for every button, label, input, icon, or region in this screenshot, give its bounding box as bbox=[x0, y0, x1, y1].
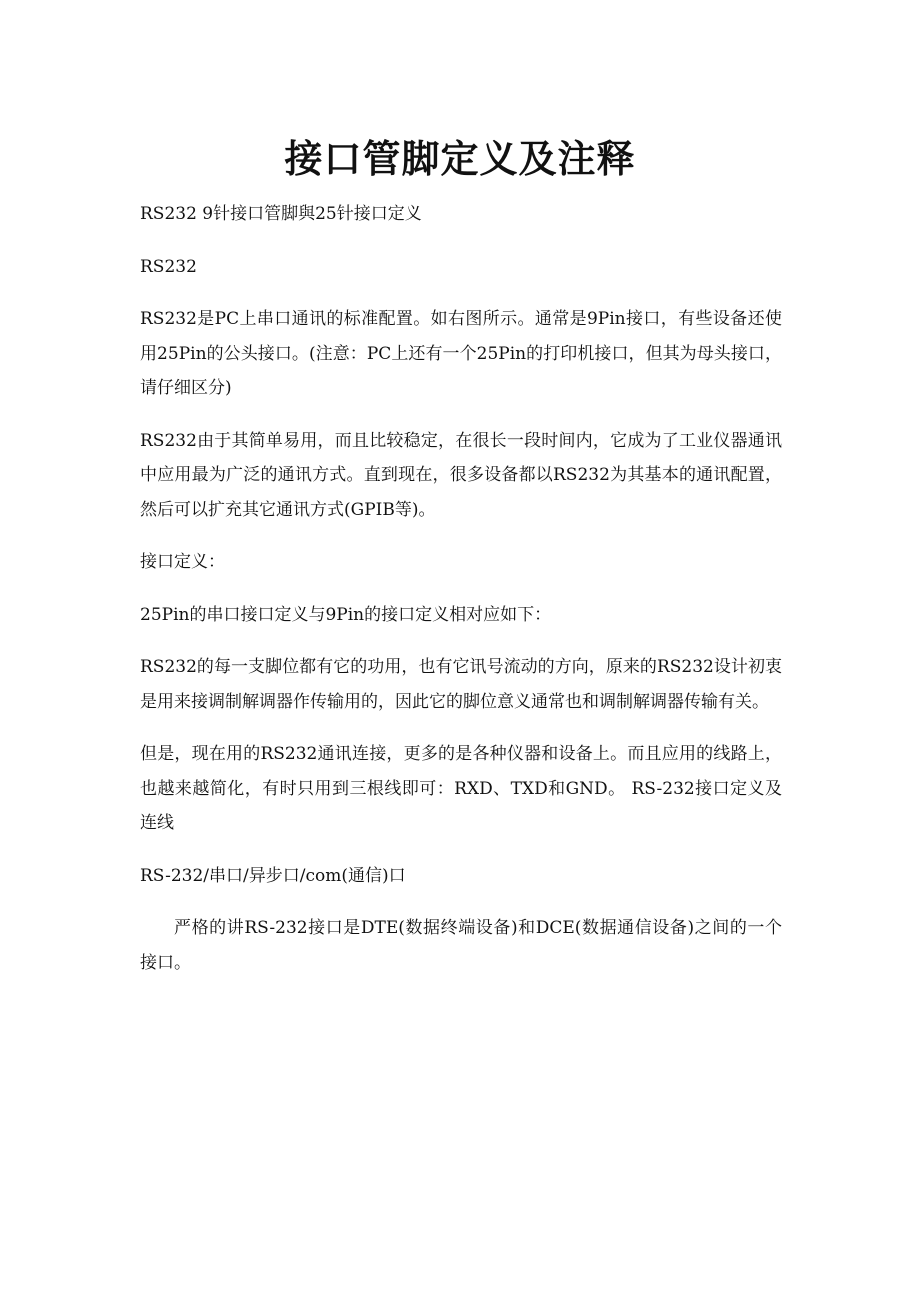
paragraph-rs232-intro: RS232是PC上串口通讯的标准配置。如右图所示。通常是9Pin接口，有些设备还使用25Pin的公头接口。(注意：PC上还有一个25Pin的打印机接口，但其为母头接口，请仔细区分) bbox=[140, 309, 782, 398]
paragraph-modern-usage: 但是，现在用的RS232通讯连接，更多的是各种仪器和设备上。而且应用的线路上，也越来越简化，有时只用到三根线即可：RXD、TXD和GND。 RS-232接口定义及连线 bbox=[140, 744, 782, 833]
paragraph-pin-function: RS232的每一支脚位都有它的功用，也有它讯号流动的方向，原来的RS232设计初衷是用来接调制解调器作传输用的，因此它的脚位意义通常也和调制解调器传输有关。 bbox=[140, 657, 782, 712]
paragraph-25pin-vs-9pin: 25Pin的串口接口定义与9Pin的接口定义相对应如下： bbox=[140, 604, 552, 625]
paragraph-dte-dce: 严格的讲RS-232接口是DTE(数据终端设备)和DCE(数据通信设备)之间的一个接口。 bbox=[140, 918, 782, 973]
document-body bbox=[140, 197, 782, 998]
paragraph-port-names: RS-232/串口/异步口/com(通信)口 bbox=[140, 865, 406, 886]
paragraph-rs232-label: RS232 bbox=[140, 256, 197, 277]
paragraph-rs232-history: RS232由于其简单易用，而且比较稳定，在很长一段时间内，它成为了工业仪器通讯中应用最为广泛的通讯方式。直到现在，很多设备都以RS232为其基本的通讯配置，然后可以扩充其它通讯方式(GPIB等)。 bbox=[140, 430, 782, 520]
paragraph-heading-rs232-pins: RS232 9针接口管脚與25针接口定义 bbox=[140, 204, 422, 224]
document-title: 接口管脚定义及注释 bbox=[284, 136, 636, 182]
paragraph-interface-definition-label: 接口定义： bbox=[140, 552, 225, 572]
